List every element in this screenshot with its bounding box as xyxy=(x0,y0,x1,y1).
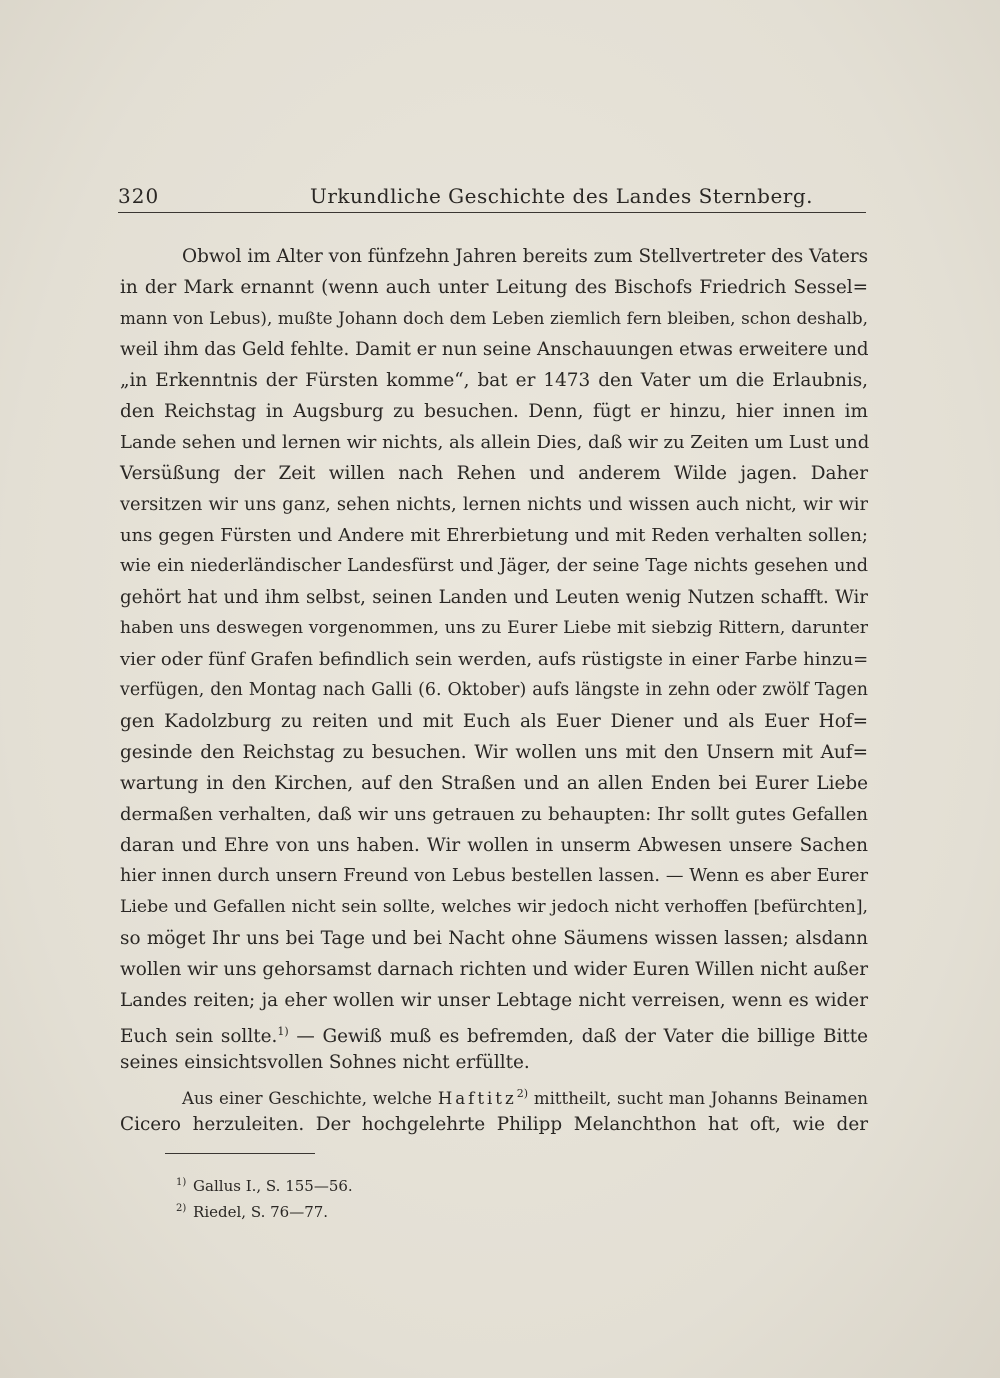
footnote xyxy=(176,1196,676,1222)
text-line: uns gegen Fürsten und Andere mit Ehrerbietung und mit Reden verhalten sollen; xyxy=(120,525,868,546)
text-line-with-footnote xyxy=(120,1078,868,1109)
text-line: den Reichstag in Augsburg zu besuchen. Denn, fügt er hinzu, hier innen im xyxy=(120,401,868,422)
text-line: daran und Ehre von uns haben. Wir wollen in unserm Abwesen unsere Sachen xyxy=(120,835,868,856)
text-line: Cicero herzuleiten. Der hochgelehrte Philipp Melanchthon hat oft, wie der xyxy=(120,1114,868,1135)
text-line: hier innen durch unsern Freund von Lebus bestellen lassen. — Wenn es aber Eurer xyxy=(120,866,868,886)
text-line: Versüßung der Zeit willen nach Rehen und anderem Wilde jagen. Daher xyxy=(120,463,868,484)
text-line: vier oder fünf Grafen befindlich sein werden, aufs rüstigste in einer Farbe hinzu= xyxy=(120,649,869,670)
author-name: Haftitz xyxy=(437,1089,517,1108)
page-header xyxy=(118,184,866,212)
text-line: „in Erkenntnis der Fürsten komme“, bat er 1473 den Vater um die Erlaubnis, xyxy=(120,370,868,391)
footnote-text: Gallus I., S. 155—56. xyxy=(193,1177,353,1195)
text-line: mann von Lebus), mußte Johann doch dem Leben ziemlich fern bleiben, schon deshalb, xyxy=(120,308,868,328)
footnote-rule xyxy=(165,1153,315,1154)
text-segment: Aus einer Geschichte, welche xyxy=(182,1089,438,1108)
text-line: versitzen wir uns ganz, sehen nichts, lernen nichts und wissen auch nicht, wir wir xyxy=(120,494,868,515)
footnotes xyxy=(176,1170,676,1222)
footnote-reference: 2) xyxy=(516,1087,529,1100)
text-line: Lande sehen und lernen wir nichts, als allein Dies, daß wir zu Zeiten um Lust und xyxy=(120,432,870,453)
footnote xyxy=(176,1170,676,1196)
page-number: 320 xyxy=(118,184,160,208)
text-line: so möget Ihr uns bei Tage und bei Nacht ohne Säumens wissen lassen; alsdann xyxy=(120,928,868,949)
text-line: weil ihm das Geld fehlte. Damit er nun seine Anschauungen etwas erweitere und xyxy=(120,339,869,360)
text-line: Landes reiten; ja eher wollen wir unser Lebtage nicht verreisen, wenn es wider xyxy=(120,990,868,1011)
text-line: Obwol im Alter von fünfzehn Jahren bereits zum Stellvertreter des Vaters xyxy=(182,246,869,267)
text-segment: Euch sein sollte. xyxy=(120,1026,278,1047)
footnote-marker: 2) xyxy=(176,1203,187,1214)
text-line: dermaßen verhalten, daß wir uns getrauen zu behaupten: Ihr sollt gutes Gefallen xyxy=(120,804,868,825)
text-line: gen Kadolzburg zu reiten und mit Euch als Euer Diener und als Euer Hof= xyxy=(120,711,868,732)
text-line: gesinde den Reichstag zu besuchen. Wir wollen uns mit den Unsern mit Auf= xyxy=(120,742,868,763)
paragraph-last-line: seines einsichtsvollen Sohnes nicht erfüllte. xyxy=(120,1052,530,1073)
text-line-with-footnote xyxy=(120,1016,868,1047)
text-line: wartung in den Kirchen, auf den Straßen und an allen Enden bei Eurer Liebe xyxy=(120,773,868,794)
body-text xyxy=(120,241,868,1140)
text-line: gehört hat und ihm selbst, seinen Landen und Leuten wenig Nutzen schafft. Wir xyxy=(120,587,868,608)
text-line: wie ein niederländischer Landesfürst und Jäger, der seine Tage nichts gesehen und xyxy=(120,556,868,576)
footnote-text: Riedel, S. 76—77. xyxy=(193,1203,329,1221)
text-segment: mittheilt, sucht man Johanns Beinamen xyxy=(528,1089,868,1108)
text-line: wollen wir uns gehorsamst darnach richten und wider Euren Willen nicht außer xyxy=(120,959,868,980)
text-line: verfügen, den Montag nach Galli (6. Oktober) aufs längste in zehn oder zwölf Tagen xyxy=(120,680,868,700)
text-segment: — Gewiß muß es befremden, daß der Vater die billige Bitte xyxy=(288,1026,869,1047)
footnote-marker: 1) xyxy=(176,1177,187,1188)
header-rule xyxy=(118,212,866,213)
text-line: haben uns deswegen vorgenommen, uns zu Eurer Liebe mit siebzig Rittern, darunter xyxy=(120,618,868,638)
text-line: in der Mark ernannt (wenn auch unter Leitung des Bischofs Friedrich Sessel= xyxy=(120,277,868,298)
running-title: Urkundliche Geschichte des Landes Sternberg. xyxy=(310,184,814,208)
footnote-reference: 1) xyxy=(277,1025,289,1038)
text-line: Liebe und Gefallen nicht sein sollte, welches wir jedoch nicht verhoffen [befürchten], xyxy=(120,897,868,917)
